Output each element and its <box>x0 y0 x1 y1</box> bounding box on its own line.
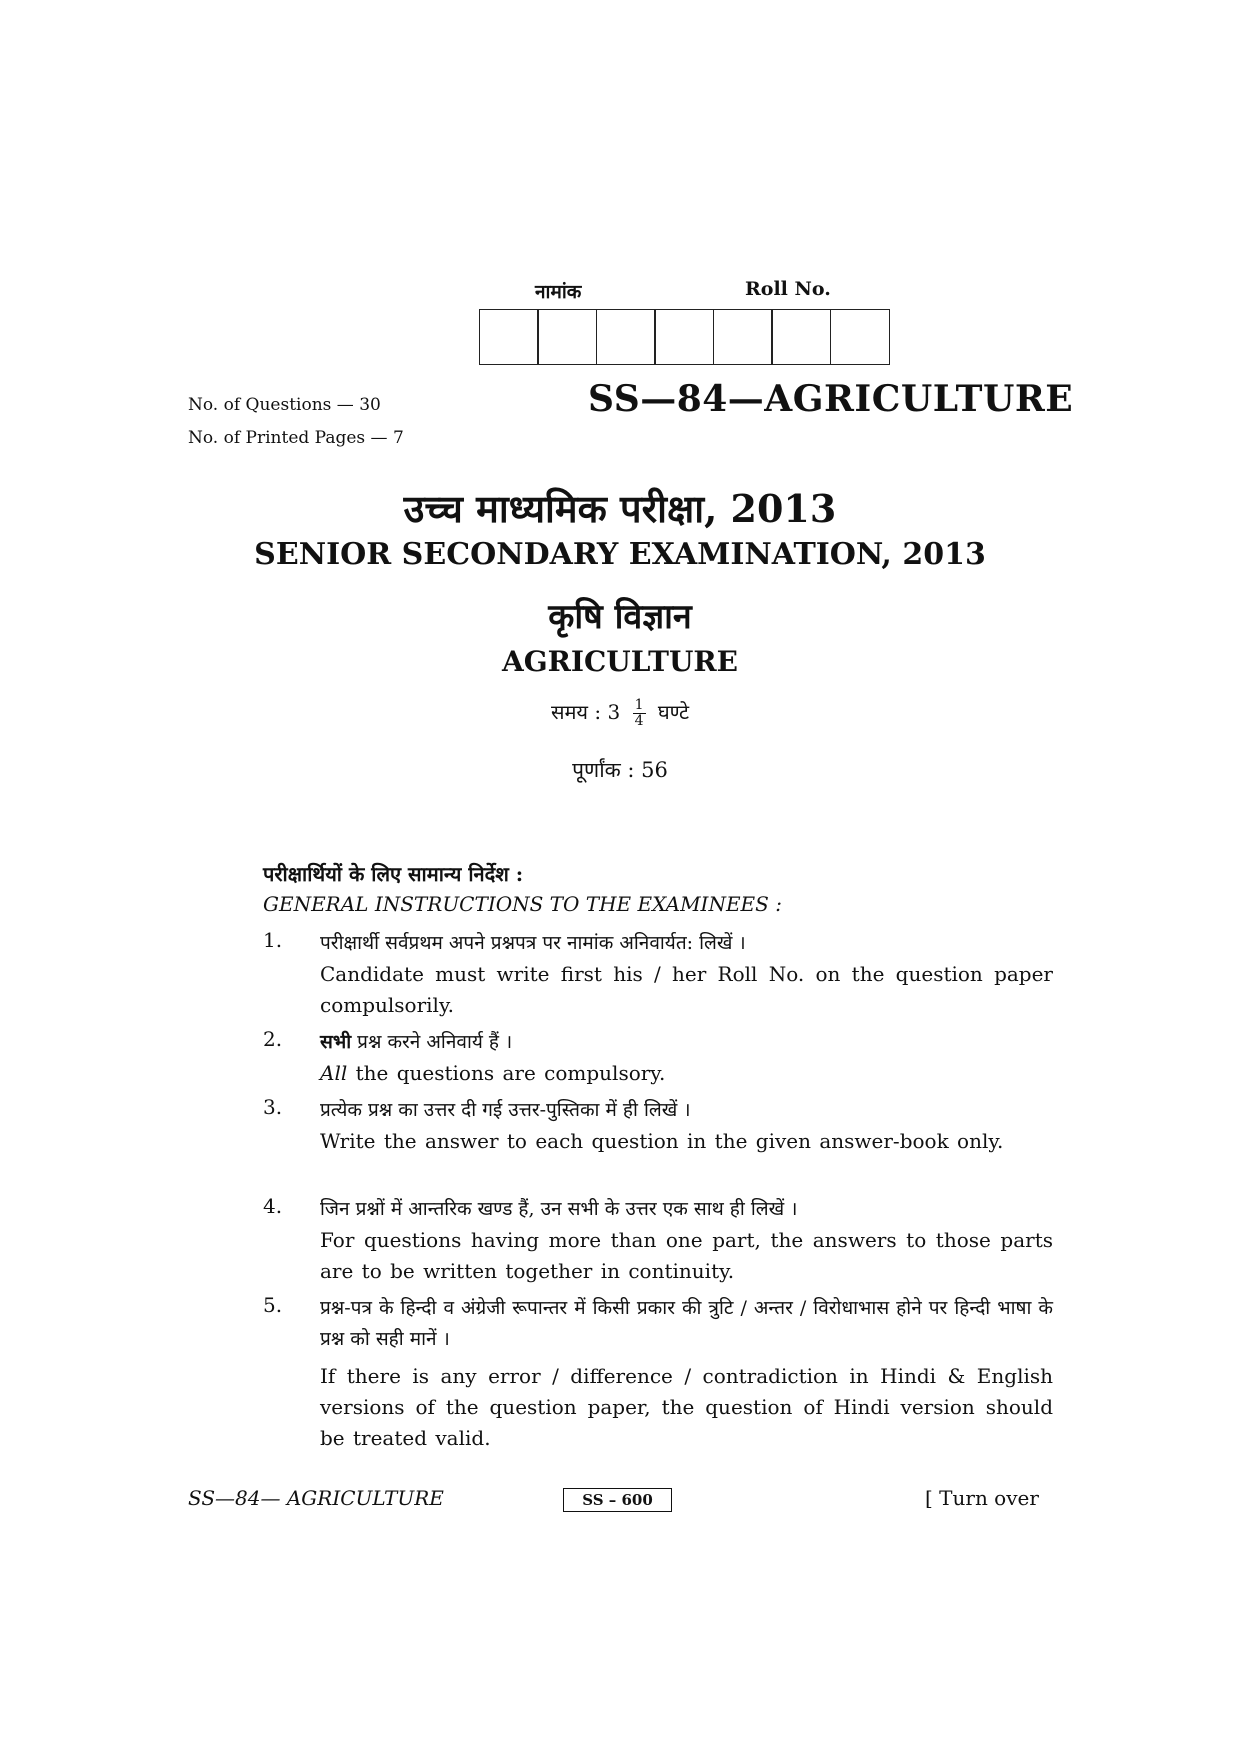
roll-number-boxes <box>480 309 890 365</box>
paper-code-title: SS—84—AGRICULTURE <box>588 378 1074 420</box>
roll-digit-box[interactable] <box>479 309 539 365</box>
roll-digit-box[interactable] <box>537 309 597 365</box>
instruction-text-hindi: सभी प्रश्न करने अनिवार्य हैं । <box>320 1031 513 1053</box>
instruction-text-english: All the questions are compulsory. <box>320 1061 666 1085</box>
question-count: No. of Questions — 30 <box>188 395 381 415</box>
roll-digit-box[interactable] <box>713 309 773 365</box>
roll-label-hindi: नामांक <box>535 281 582 303</box>
subject-english: AGRICULTURE <box>502 645 738 678</box>
instruction-text-hindi: जिन प्रश्नों में आन्तरिक खण्ड हैं, उन सभी के उत्तर एक साथ ही लिखें । <box>320 1198 798 1220</box>
max-marks: पूर्णांक : 56 <box>572 758 668 782</box>
printed-pages-count: No. of Printed Pages — 7 <box>188 428 404 448</box>
time-fraction: $\frac{1}{4}$ <box>634 697 644 729</box>
instruction-text-english: Write the answer to each question in the given answer-book only. <box>320 1129 1004 1153</box>
instruction-text-english: If there is any error / difference / contradiction in Hindi & English versions of the question paper, the question of Hindi version should be treated valid. <box>320 1364 1053 1450</box>
time-unit: घण्टे <box>657 700 690 724</box>
instruction-text-english: For questions having more than one part, the answers to those parts are to be written together in continuity. <box>320 1228 1053 1283</box>
instruction-text-hindi: प्रत्येक प्रश्न का उत्तर दी गई उत्तर-पुस्तिका में ही लिखें । <box>320 1099 691 1121</box>
exam-title-english: SENIOR SECONDARY EXAMINATION, 2013 <box>254 537 986 572</box>
time-allowed <box>0 698 1240 729</box>
instructions-heading-hindi: परीक्षार्थियों के लिए सामान्य निर्देश : <box>263 862 524 886</box>
instructions-heading-english: GENERAL INSTRUCTIONS TO THE EXAMINEES : <box>263 892 782 916</box>
roll-digit-box[interactable] <box>830 309 890 365</box>
roll-digit-box[interactable] <box>596 309 656 365</box>
exam-title-hindi: उच्च माध्यमिक परीक्षा, 2013 <box>403 486 837 531</box>
roll-digit-box[interactable] <box>771 309 831 365</box>
instruction-text-hindi: परीक्षार्थी सर्वप्रथम अपने प्रश्नपत्र पर नामांक अनिवार्यत: लिखें । <box>320 932 746 954</box>
roll-digit-box[interactable] <box>654 309 714 365</box>
roll-number-labels <box>0 278 1240 302</box>
footer-series-code: SS – 600 <box>563 1488 672 1512</box>
subject-hindi: कृषि विज्ञान <box>548 597 692 637</box>
instruction-text-english: Candidate must write first his / her Roll No. on the question paper compulsorily. <box>320 962 1053 1017</box>
instruction-text-hindi: प्रश्न-पत्र के हिन्दी व अंग्रेजी रूपान्तर में किसी प्रकार की त्रुटि / अन्तर / विरोधाभास होने पर हिन्दी भाषा के प्रश्न को सही मानें । <box>320 1297 1053 1350</box>
time-label: समय : 3 <box>550 700 621 724</box>
turn-over-note: [ Turn over <box>925 1486 1039 1510</box>
footer-paper-code: SS—84— AGRICULTURE <box>188 1486 444 1510</box>
roll-label-english: Roll No. <box>745 278 831 300</box>
